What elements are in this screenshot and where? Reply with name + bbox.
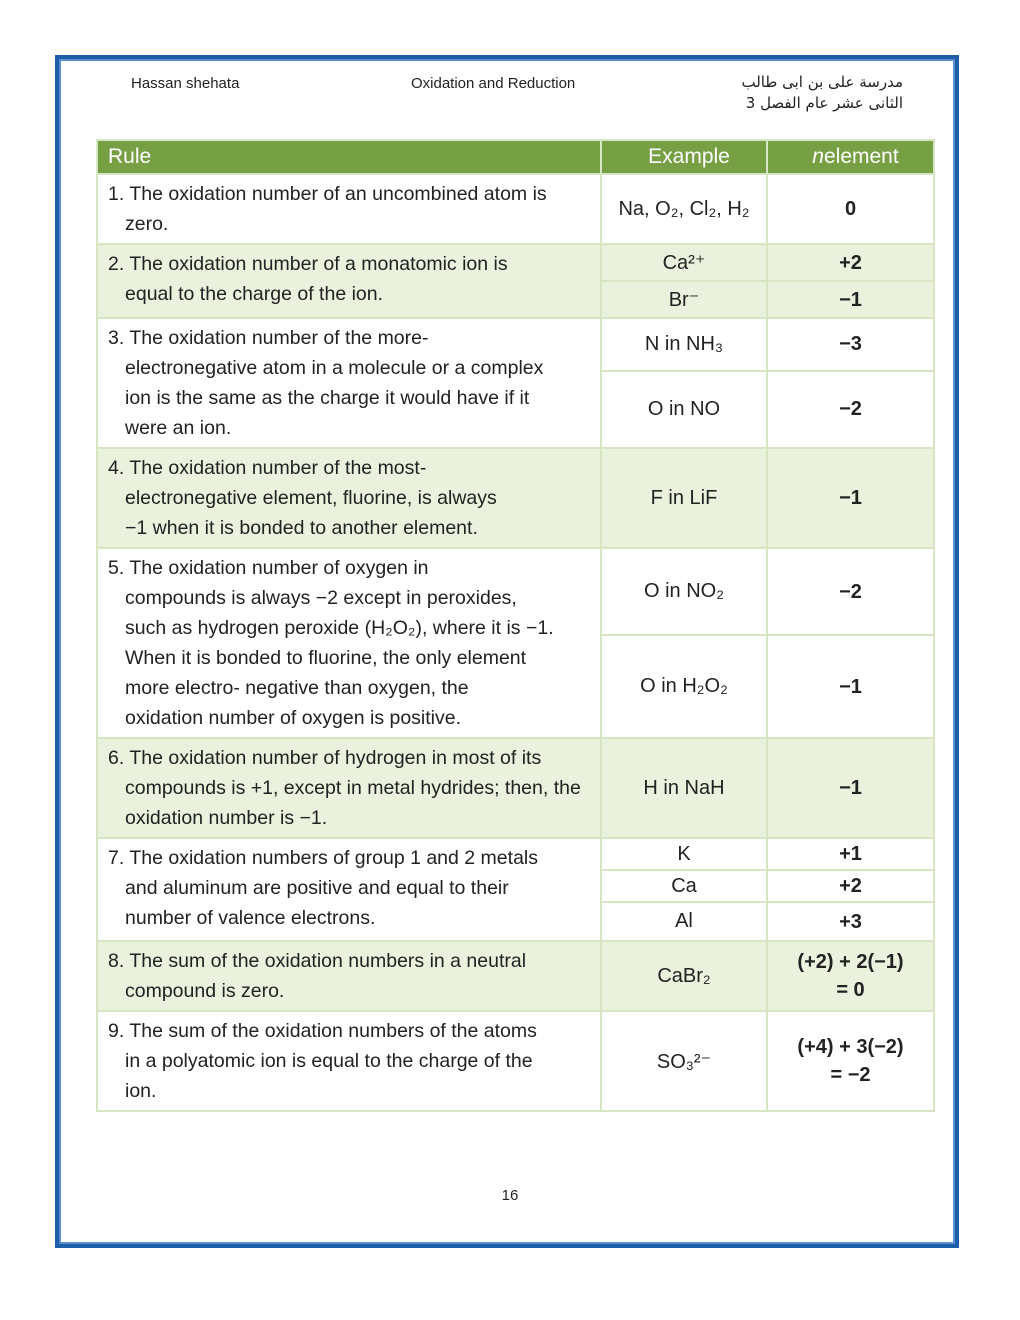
oxidation-number-cell: −1: [767, 448, 934, 548]
table-row: [97, 174, 934, 244]
rule-text-line: When it is bonded to fluorine, the only element: [125, 647, 527, 669]
rule-text-line: electronegative atom in a molecule or a complex: [125, 357, 544, 379]
rule-cell: [97, 448, 601, 548]
author-name: Hassan shehata: [131, 75, 240, 92]
rule-text-line: compound is zero.: [125, 980, 285, 1002]
page-number: 16: [501, 1187, 519, 1204]
rule-cell: [97, 548, 601, 738]
example-cell: Br⁻: [601, 281, 767, 318]
example-cell: Al: [601, 902, 767, 941]
rule-text-line: ion.: [125, 1080, 157, 1102]
example-cell: K: [601, 838, 767, 870]
school-name: مدرسة على بن ابى طالب: [741, 73, 903, 91]
example-cell: N in NH₃: [601, 318, 767, 371]
table-header-row: [97, 140, 934, 174]
example-cell: F in LiF: [601, 448, 767, 548]
table-row: [97, 1011, 934, 1111]
table-row: [97, 448, 934, 548]
rule-text-line: 7. The oxidation numbers of group 1 and 2 metals: [108, 847, 538, 869]
rule-text-line: number of valence electrons.: [125, 907, 376, 929]
rule-text-line: more electro- negative than oxygen, the: [125, 677, 469, 699]
table-row: [97, 941, 934, 1011]
rule-text-line: 8. The sum of the oxidation numbers in a neutral: [108, 950, 527, 972]
rule-text-line: 2. The oxidation number of a monatomic ion is: [108, 253, 508, 275]
oxidation-number-cell: −1: [767, 635, 934, 738]
example-cell: SO₃²⁻: [601, 1011, 767, 1111]
oxidation-number-cell: (+2) + 2(−1) = 0: [767, 941, 934, 1011]
oxidation-number-cell: +3: [767, 902, 934, 941]
example-cell: Ca²⁺: [601, 244, 767, 281]
rule-text-line: and aluminum are positive and equal to their: [125, 877, 509, 899]
table-row: [97, 548, 934, 635]
nelement-label: element: [823, 145, 899, 168]
document-title: Oxidation and Reduction: [411, 75, 576, 92]
rule-cell: [97, 838, 601, 941]
oxidation-number-cell: +1: [767, 838, 934, 870]
rule-text-line: compounds is +1, except in metal hydrides; then, the: [125, 777, 581, 799]
rule-text-line: in a polyatomic ion is equal to the charge of the: [125, 1050, 533, 1072]
school-info: [742, 72, 904, 114]
rule-cell: [97, 174, 601, 244]
example-cell: Na, O₂, Cl₂, H₂: [601, 174, 767, 244]
example-cell: Ca: [601, 870, 767, 902]
rule-text-line: 6. The oxidation number of hydrogen in most of its: [108, 747, 542, 769]
oxidation-number-cell: +2: [767, 870, 934, 902]
rule-cell: [97, 318, 601, 448]
column-header-rule: Rule: [97, 140, 601, 174]
table-row: [97, 244, 934, 281]
rule-text-line: zero.: [125, 213, 169, 235]
rule-text-line: 5. The oxidation number of oxygen in: [108, 557, 429, 579]
rule-text-line: 3. The oxidation number of the more-: [108, 327, 429, 349]
oxidation-number-cell: −2: [767, 548, 934, 635]
oxidation-number-cell: 0: [767, 174, 934, 244]
rule-cell: [97, 244, 601, 318]
rule-text-line: ion is the same as the charge it would have if it: [125, 387, 530, 409]
rule-text-line: 9. The sum of the oxidation numbers of the atoms: [108, 1020, 537, 1042]
rule-cell: [97, 1011, 601, 1111]
rule-text-line: oxidation number is −1.: [125, 807, 328, 829]
rule-text-line: equal to the charge of the ion.: [125, 283, 384, 305]
oxidation-number-cell: (+4) + 3(−2) = −2: [767, 1011, 934, 1111]
rule-text-line: such as hydrogen peroxide (H₂O₂), where it is −1.: [125, 617, 554, 639]
rule-text-line: were an ion.: [125, 417, 232, 439]
rule-text-line: 4. The oxidation number of the most-: [108, 457, 427, 479]
example-cell: O in NO₂: [601, 548, 767, 635]
example-cell: H in NaH: [601, 738, 767, 838]
table-row: [97, 838, 934, 870]
oxidation-number-cell: −1: [767, 738, 934, 838]
rule-text-line: oxidation number of oxygen is positive.: [125, 707, 462, 729]
rule-text-line: −1 when it is bonded to another element.: [125, 517, 478, 539]
table-row: [97, 738, 934, 838]
table-row: [97, 318, 934, 371]
example-cell: O in NO: [601, 371, 767, 448]
oxidation-number-cell: −1: [767, 281, 934, 318]
example-cell: CaBr₂: [601, 941, 767, 1011]
example-cell: O in H₂O₂: [601, 635, 767, 738]
grade-term: الثانى عشر عام الفصل 3: [745, 94, 903, 112]
rule-cell: [97, 941, 601, 1011]
rule-text-line: 1. The oxidation number of an uncombined atom is: [108, 183, 547, 205]
column-header-example: Example: [601, 140, 767, 174]
rule-cell: [97, 738, 601, 838]
oxidation-rules-table: [96, 139, 935, 1112]
column-header-nelement: nelement: [767, 140, 934, 174]
rule-text-line: electronegative element, fluorine, is always: [125, 487, 497, 509]
oxidation-number-cell: +2: [767, 244, 934, 281]
rule-text-line: compounds is always −2 except in peroxides,: [125, 587, 517, 609]
oxidation-number-cell: −2: [767, 371, 934, 448]
oxidation-number-cell: −3: [767, 318, 934, 371]
